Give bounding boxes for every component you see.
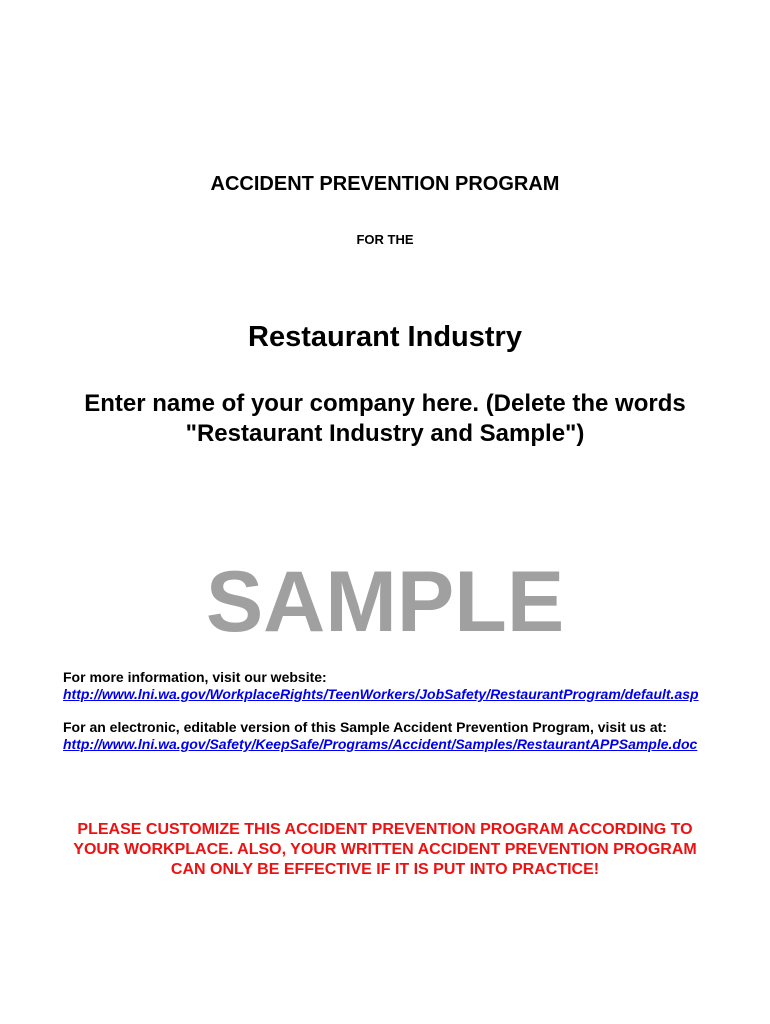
industry-title: Restaurant Industry — [248, 321, 522, 353]
editable-version-link[interactable]: http://www.lni.wa.gov/Safety/KeepSafe/Programs/Accident/Samples/RestaurantAPPSample.doc — [63, 736, 698, 752]
website-link[interactable]: http://www.lni.wa.gov/WorkplaceRights/TeenWorkers/JobSafety/RestaurantProgram/default.asp — [63, 686, 699, 702]
editable-version-info — [63, 719, 713, 753]
company-name-instruction: Enter name of your company here. (Delete the words "Restaurant Industry and Sample") — [84, 390, 686, 447]
document-title: ACCIDENT PREVENTION PROGRAM — [210, 173, 560, 195]
customize-notice: PLEASE CUSTOMIZE THIS ACCIDENT PREVENTION PROGRAM ACCORDING TO YOUR WORKPLACE. ALSO, YOUR WRITTEN ACCIDENT PREVENTION PROGRAM CAN ONLY BE EFFECTIVE IF IT IS PUT INTO PRACTICE! — [73, 821, 697, 878]
website-label: For more information, visit our website: — [63, 669, 327, 685]
editable-version-label: For an electronic, editable version of this Sample Accident Prevention Program, visit us at: — [63, 719, 667, 735]
website-info — [63, 669, 713, 703]
sample-watermark: SAMPLE — [205, 554, 565, 650]
for-the-label: FOR THE — [356, 232, 414, 247]
